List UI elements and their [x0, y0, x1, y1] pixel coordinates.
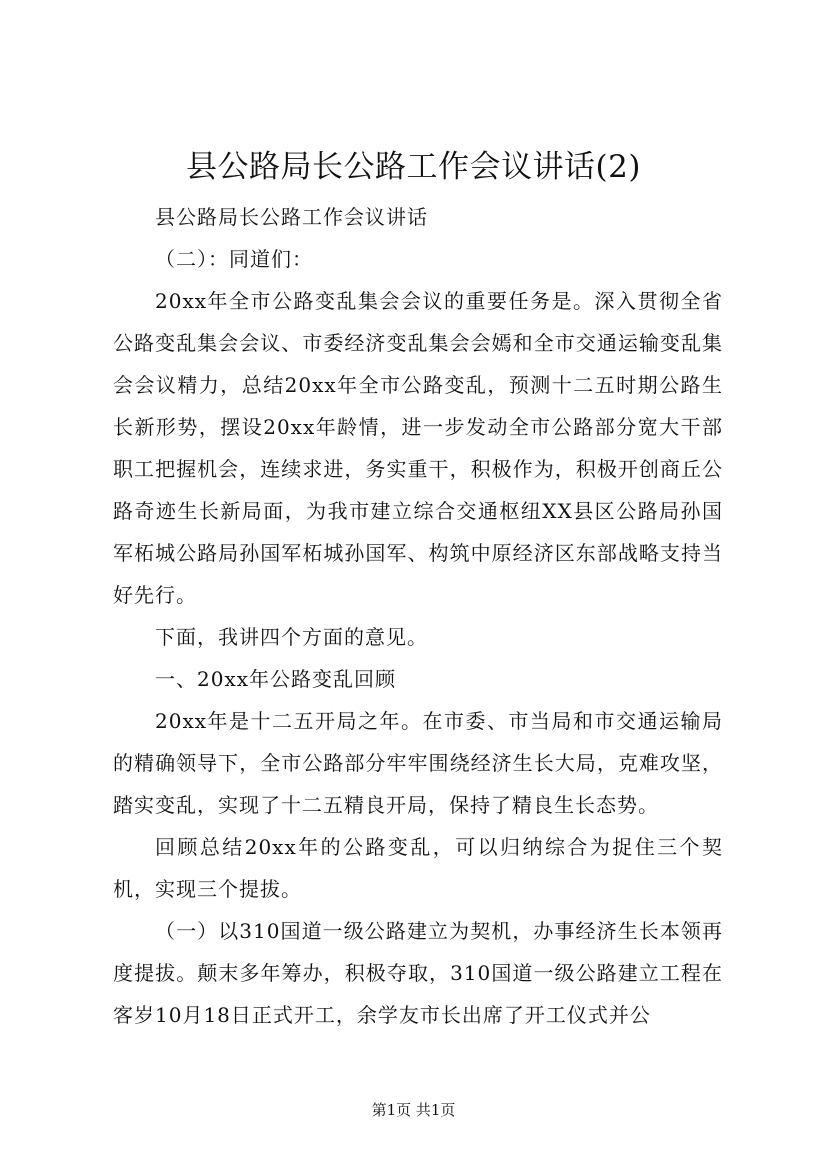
paragraph: （二）：同道们：	[155, 247, 313, 271]
document-title: 县公路局长公路工作会议讲话(2)	[186, 149, 641, 185]
page-footer: 第1页 共1页	[371, 1101, 456, 1119]
paragraph: 下面，我讲四个方面的意见。	[155, 625, 428, 649]
paragraph: 20xx年全市公路变乱集会会议的重要任务是。深入贯彻全省公路变乱集会会议、市委经济变乱集会会嫣和全市交通运输变乱集会会议精力，总结20xx年全市公路变乱，预测十二五时期公路生长新形势，摆设20xx年龄情，进一步发动全市公路部分宽大干部职工把握机会，连续求进，务实重干，积极作为，积极开创商丘公路奇迹生长新局面，为我市建立综合交通枢纽XX县区公路局孙国军柘城公路局孙国军柘城孙国军、构筑中原经济区东部战略支持当好先行。	[113, 289, 723, 607]
paragraph: 20xx年是十二五开局之年。在市委、市当局和市交通运输局的精确领导下，全市公路部分牢牢围绕经济生长大局，克难攻坚，踏实变乱，实现了十二五精良开局，保持了精良生长态势。	[113, 709, 723, 817]
document-body	[113, 196, 723, 1036]
paragraph: （一）以310国道一级公路建立为契机，办事经济生长本领再度提拔。颠末多年筹办，积极夺取，310国道一级公路建立工程在客岁10月18日正式开工，余学友市长出席了开工仪式并公	[113, 919, 723, 1027]
paragraph: 县公路局长公路工作会议讲话	[155, 205, 428, 229]
paragraph: 一、20xx年公路变乱回顾	[155, 667, 397, 691]
paragraph: 回顾总结20xx年的公路变乱，可以归纳综合为捉住三个契机，实现三个提拔。	[113, 835, 723, 901]
